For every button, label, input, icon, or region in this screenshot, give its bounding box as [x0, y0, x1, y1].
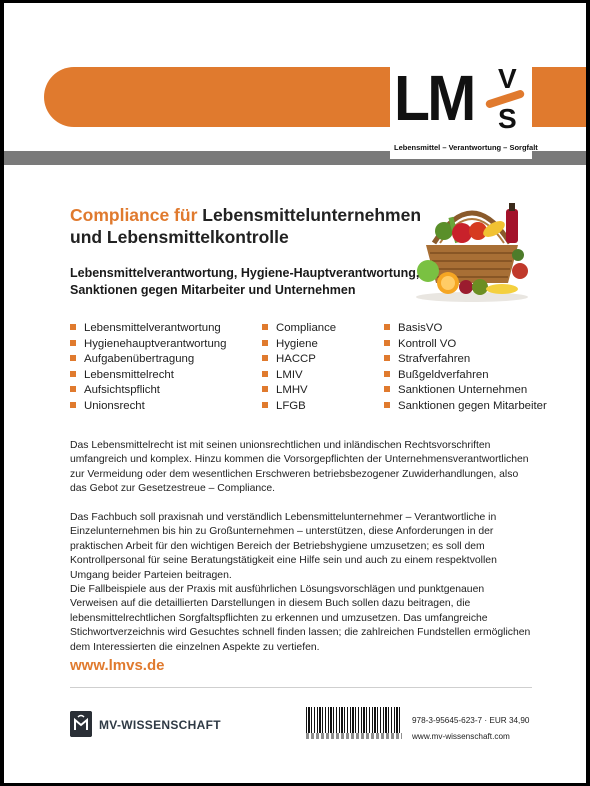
keyword-list-col3: [384, 321, 547, 415]
keyword-item: [70, 337, 226, 353]
logo-tagline: Lebensmittel – Verantwortung – Sorgfalt: [394, 143, 538, 152]
keyword-text: Lebensmittelverantwortung: [84, 322, 221, 334]
book-back-cover: [4, 3, 586, 783]
keyword-item: [384, 399, 547, 415]
bullet-square-icon: [384, 371, 390, 377]
subtitle-line1: Lebensmittelverantwortung, Hygiene-Hauptverantwortung,: [70, 266, 420, 280]
keyword-text: LMIV: [276, 368, 303, 381]
keyword-text: Kontroll VO: [398, 337, 457, 350]
bullet-square-icon: [262, 371, 268, 377]
keyword-text: Sanktionen Unternehmen: [398, 384, 528, 397]
keyword-item: [70, 321, 226, 337]
title-highlight: Compliance für: [70, 205, 198, 225]
keyword-list-col1: [70, 321, 226, 415]
logo-letter-v: V: [498, 63, 517, 94]
bullet-square-icon: [70, 371, 76, 377]
keyword-text: Hygienehauptverantwortung: [84, 337, 227, 350]
isbn-barcode: [302, 705, 406, 741]
bullet-square-icon: [70, 355, 76, 361]
keyword-item: [262, 337, 336, 353]
divider: [70, 687, 532, 688]
bullet-square-icon: [262, 355, 268, 361]
mv-logo-icon: [70, 711, 92, 737]
barcode-bars: [306, 707, 402, 733]
bullet-square-icon: [384, 324, 390, 330]
bullet-square-icon: [70, 386, 76, 392]
food-basket-illustration: [414, 191, 532, 303]
keyword-item: [384, 368, 547, 384]
keyword-text: Unionsrecht: [84, 399, 145, 412]
logo-letters-lm: LM: [394, 62, 474, 134]
keyword-list-col2: [262, 321, 336, 415]
body-paragraph-3: Die Fallbeispiele aus der Praxis mit ausführlichen Lösungsvorschlägen und punktgenauen Verweisen auf die detaillierten Darstellungen in diesem Buch sollen dazu beitragen, die lebensmittelrechtlichen Sorgfaltspflichten zu erkennen und umzusetzen. Das umfangreiche Stichwortverzeichnis wird Gesuchtes schnell finden lassen; die zahlreichen Fundstellen ermöglichen dem Interessierten die einzelnen Aspekte zu vertiefen.: [70, 584, 531, 653]
keyword-text: Sanktionen gegen Mitarbeiter: [398, 399, 547, 412]
keyword-item: [262, 368, 336, 384]
website-link[interactable]: www.lmvs.de: [70, 657, 165, 674]
keyword-text: Bußgeldverfahren: [398, 368, 489, 381]
keyword-text: Aufsichtspflicht: [84, 384, 160, 397]
book-title: [70, 204, 421, 248]
keyword-text: Hygiene: [276, 337, 318, 350]
keyword-item: [384, 352, 547, 368]
bullet-square-icon: [384, 340, 390, 346]
publisher-url[interactable]: www.mv-wissenschaft.com: [412, 732, 510, 741]
publisher-name: MV-WISSENSCHAFT: [99, 718, 221, 732]
keyword-text: Compliance: [276, 322, 337, 334]
isbn-price: 978-3-95645-623-7 · EUR 34,90: [412, 716, 530, 725]
bullet-square-icon: [262, 340, 268, 346]
keyword-text: Lebensmittelrecht: [84, 368, 174, 381]
logo-letter-s: S: [498, 103, 517, 134]
bullet-square-icon: [70, 402, 76, 408]
bullet-square-icon: [384, 355, 390, 361]
bullet-square-icon: [262, 386, 268, 392]
keyword-item: [262, 321, 336, 337]
bullet-square-icon: [70, 324, 76, 330]
publisher-logo: [70, 711, 221, 741]
keyword-item: [70, 383, 226, 399]
body-paragraph-2: Das Fachbuch soll praxisnah und verständlich Lebensmittelunternehmer – Verantwortliche in Einzelunternehmen bis hin zu Großunternehmen – unterstützen, diese Anforderungen in der praktischen Arbeit für den wichtigen Bereich der Betriebshygiene umzusetzen; es soll dem Kontrollpersonal für seine Beratungstätigkeit eine Hilfe sein und auch zu einem respektvollen Umgang beider Parteien beitragen.: [70, 512, 497, 581]
body-paragraph-1: Das Lebensmittelrecht ist mit seinen unionsrechtlichen und inländischen Rechtsvorschriften umfangreich und komplex. Hinzu kommen die Vorsorgepflichten der Unternehmensverantwortlichen zur Vermeidung oder dem wesentlichen Erschweren betriebsbezogener Zuwiderhandlungen, also das Gebot zur Gesetzestreue – Compliance.: [70, 440, 529, 495]
keyword-item: [384, 337, 547, 353]
keyword-item: [70, 399, 226, 415]
bullet-square-icon: [384, 402, 390, 408]
keyword-text: LFGB: [276, 399, 306, 412]
title-line1: Lebensmittelunternehmen: [197, 205, 422, 225]
keyword-item: [262, 399, 336, 415]
bullet-square-icon: [384, 386, 390, 392]
barcode-digits: [306, 733, 402, 739]
keyword-item: [384, 383, 547, 399]
bullet-square-icon: [262, 324, 268, 330]
book-subtitle: [70, 265, 419, 299]
keyword-text: Strafverfahren: [398, 353, 471, 366]
keyword-text: HACCP: [276, 353, 316, 366]
bullet-square-icon: [262, 402, 268, 408]
keyword-text: Aufgabenübertragung: [84, 353, 195, 366]
keyword-item: [70, 352, 226, 368]
title-line2: und Lebensmittelkontrolle: [70, 227, 289, 247]
keyword-item: [262, 383, 336, 399]
keyword-item: [70, 368, 226, 384]
logo-letters-vs: [496, 63, 518, 133]
keyword-item: [262, 352, 336, 368]
keyword-text: LMHV: [276, 384, 308, 397]
keyword-text: BasisVO: [398, 322, 443, 334]
bullet-square-icon: [70, 340, 76, 346]
lmvs-logo: [390, 59, 538, 159]
subtitle-line2: Sanktionen gegen Mitarbeiter und Unternehmen: [70, 283, 356, 297]
keyword-item: [384, 321, 547, 337]
